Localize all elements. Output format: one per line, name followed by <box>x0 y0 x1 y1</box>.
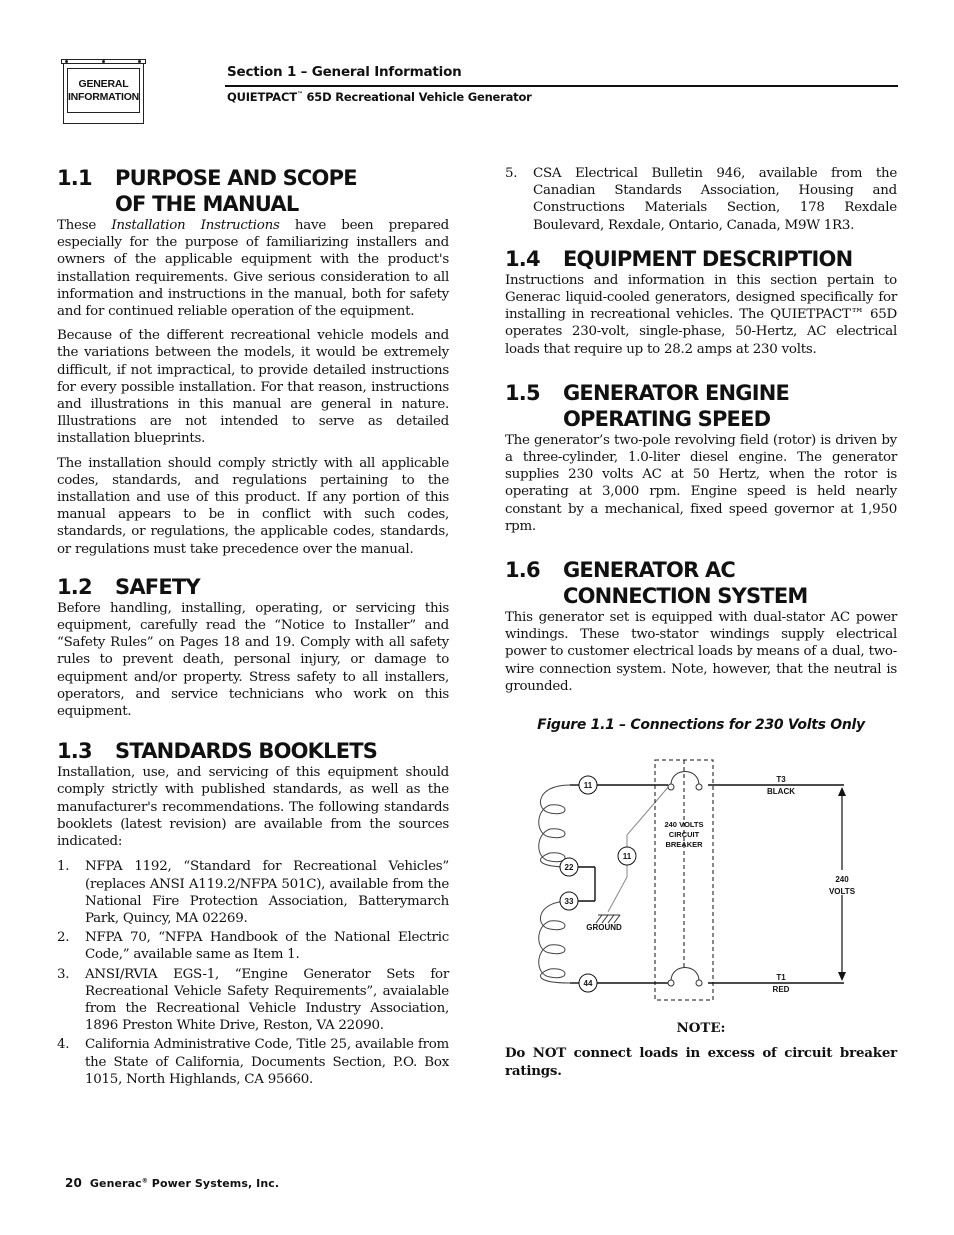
list-number: 4. <box>57 1037 70 1053</box>
section-title: Section 1 – General Information <box>227 64 462 80</box>
section-1-5 <box>505 380 897 535</box>
paragraph: Instructions and information in this section pertain to Generac liquid-cooled generators, designed specifically for installing in recreational vehicles. The QUIETPACT™ 65D operates 230-volt, single-phase, 50-Hertz, AC electrical loads that require up to 28.2 amps at 230 volts. <box>505 272 897 357</box>
voltage-unit: VOLTS <box>828 887 856 896</box>
title-line2: OF THE MANUAL <box>115 192 299 216</box>
title-line1: GENERATOR AC <box>563 558 736 583</box>
section-number: 1.1 <box>57 166 92 190</box>
breaker-label-line3: BREAKER <box>665 840 703 849</box>
section-title-text: SAFETY <box>115 574 200 599</box>
t3-color-label: BLACK <box>767 787 795 796</box>
document-subtitle <box>227 90 532 104</box>
stator-winding-2 <box>539 901 570 983</box>
list-text: NFPA 70, “NFPA Handbook of the National Electric Code,” available same as Item 1. <box>85 930 449 963</box>
breaker-label-line2: CIRCUIT <box>668 830 700 839</box>
list-text: California Administrative Code, Title 25, available from the State of California, Documents Section, P.O. Box 1015, North Highlands, CA 95660. <box>85 1037 449 1087</box>
page-footer <box>65 1176 279 1190</box>
page-number: 20 <box>65 1176 82 1190</box>
section-1-1 <box>57 165 449 558</box>
wires <box>560 785 844 983</box>
tab-icon-frame <box>63 63 144 124</box>
title-line2: OPERATING SPEED <box>563 406 771 431</box>
note-body: Do NOT connect loads in excess of circuit breaker ratings. <box>505 1045 897 1079</box>
registered-symbol: ® <box>141 1177 148 1185</box>
list-item <box>57 966 449 1035</box>
section-title-text: STANDARDS BOOKLETS <box>115 739 378 764</box>
list-number: 1. <box>57 859 70 875</box>
general-information-tab-icon <box>61 59 146 124</box>
subtitle-product: QUIETPACT <box>227 90 297 104</box>
t1-label: T1 <box>776 973 786 982</box>
list-text: ANSI/RVIA EGS-1, “Engine Generator Sets for Recreational Vehicle Safety Requirements”, avaialable from the Recreational Vehicle Industry Association, 1896 Preston White Drive, Reston, VA 22090. <box>85 966 449 1034</box>
section-heading <box>505 380 897 432</box>
section-1-3 <box>57 738 449 1088</box>
section-1-2 <box>57 574 449 720</box>
wire-label-44: 44 <box>583 979 593 988</box>
title-line2: CONNECTION SYSTEM <box>563 584 808 609</box>
stator-winding-1 <box>539 785 570 867</box>
arrow-up-icon <box>838 787 846 796</box>
header-rule <box>225 85 898 87</box>
wire-markers <box>560 776 636 992</box>
ground-label: GROUND <box>586 923 622 932</box>
breaker-label-line1: 240 VOLTS <box>664 820 704 829</box>
paragraph: Because of the different recreational vehicle models and the variations between the models, it would be extremely difficult, if not impractical, to provide detailed instructions for every possible installation. For that reason, instructions and illustrations in this manual are general in nature. Illustrations are not intended to serve as detailed installation blueprints. <box>57 328 449 447</box>
voltage-value: 240 <box>835 875 849 884</box>
section-heading <box>505 246 897 272</box>
title-line1: GENERATOR ENGINE <box>563 380 790 405</box>
tab-icon-label <box>67 68 140 113</box>
list-item <box>57 1036 449 1088</box>
section-title-text <box>563 380 897 432</box>
paragraph <box>57 217 449 320</box>
section-heading <box>57 738 449 764</box>
neutral-lead <box>608 785 670 912</box>
subtitle-rest: 65D Recreational Vehicle Generator <box>302 90 532 104</box>
standards-list <box>57 858 449 1088</box>
section-heading <box>505 557 897 609</box>
figure-caption: Figure 1.1 – Connections for 230 Volts Only <box>537 717 865 734</box>
section-number: 1.3 <box>57 739 92 764</box>
paragraph: Installation, use, and servicing of this equipment should comply strictly with published standards, as well as the manufacturer's recommendations. The following standards booklets (latest revision) are available from the sources indicated: <box>57 765 449 850</box>
section-number: 1.2 <box>57 574 92 599</box>
paragraph: The installation should comply strictly with all applicable codes, standards, and regulations pertaining to the installation and use of this product. If any portion of this manual appears to be in conflict with such codes, standards, or regulations, the applicable codes, standards, or regulations must take precedence over the manual. <box>57 455 449 557</box>
section-1-4 <box>505 246 897 358</box>
section-number: 1.6 <box>505 558 540 583</box>
breaker-label <box>664 820 703 849</box>
section-title-text <box>563 557 897 609</box>
italic-text: Installation Instructions <box>111 218 280 233</box>
section-number: 1.5 <box>505 380 540 405</box>
title-line1: PURPOSE AND SCOPE <box>115 166 357 190</box>
list-number: 2. <box>57 930 70 946</box>
section-title-text <box>115 165 449 217</box>
wire-label-11: 11 <box>583 781 593 790</box>
section-heading <box>57 574 449 600</box>
standards-list-continued <box>505 165 897 234</box>
wire-label-22: 22 <box>564 863 574 872</box>
company-name-rest: Power Systems, Inc. <box>147 1177 280 1190</box>
paragraph: This generator set is equipped with dual-stator AC power windings. These two-stator windings supply electrical power to customer electrical loads by means of a dual, two-wire connection system. Note, however, that the neutral is grounded. <box>505 610 897 694</box>
list-item <box>505 165 897 234</box>
paragraph: Before handling, installing, operating, or servicing this equipment, carefully read the “Notice to Installer” and “Safety Rules” on Pages 18 and 19. Comply with all safety rules to prevent death, personal injury, or damage to equipment and/or property. Stress safety to all installers, operators, and service technicians who work on this equipment. <box>57 600 449 720</box>
breaker-contacts <box>668 772 702 987</box>
list-item <box>57 929 449 963</box>
tab-icon-line2: INFORMATION <box>67 90 140 103</box>
note-title: NOTE: <box>676 1020 726 1036</box>
right-column <box>505 165 897 733</box>
company-name: Generac <box>89 1177 142 1190</box>
arrow-down-icon <box>838 972 846 981</box>
section-heading <box>57 165 449 217</box>
text: These <box>57 218 112 233</box>
section-title-text: EQUIPMENT DESCRIPTION <box>563 246 853 271</box>
t3-label: T3 <box>776 775 786 784</box>
list-number: 5. <box>505 166 518 181</box>
paragraph: The generator’s two-pole revolving field (rotor) is driven by a three-cylinder, 1.0-liter diesel engine. The generator supplies 230 volts AC at 50 Hertz, when the rotor is operating at 3,000 rpm. Engine speed is held nearly constant by a mechanical, fixed speed governor at 1,950 rpm. <box>505 432 897 534</box>
section-1-6 <box>505 557 897 733</box>
trademark-symbol: ™ <box>296 91 303 99</box>
wire-label-11: 11 <box>622 852 632 861</box>
list-text: NFPA 1192, “Standard for Recreational Vehicles” (replaces ANSI A119.2/NFPA 501C), available from the National Fire Protection Association, Batterymarch Park, Quincy, MA 02269. <box>85 859 449 926</box>
wire-label-33: 33 <box>564 897 574 906</box>
ground-icon <box>596 915 620 923</box>
circuit-breaker-box <box>655 760 713 1000</box>
section-number: 1.4 <box>505 246 540 271</box>
list-number: 3. <box>57 966 70 982</box>
left-column <box>57 165 449 1090</box>
t1-color-label: RED <box>772 985 790 994</box>
text: have been prepared especially for the purpose of familiarizing installers and owners of the applicable equipment with the product's installation requirements. Give serious consideration to all information and instructions in the manual, both for safety and for continued reliable operation of the equipment. <box>57 218 449 320</box>
tab-icon-line1: GENERAL <box>78 77 129 90</box>
wiring-diagram <box>530 755 870 1005</box>
list-text: CSA Electrical Bulletin 946, available from the Canadian Standards Association, Housing and Constructions Materials Section, 178 Rexdale Boulevard, Rexdale, Ontario, Canada, M9W 1R3. <box>533 166 897 233</box>
list-item <box>57 858 449 927</box>
